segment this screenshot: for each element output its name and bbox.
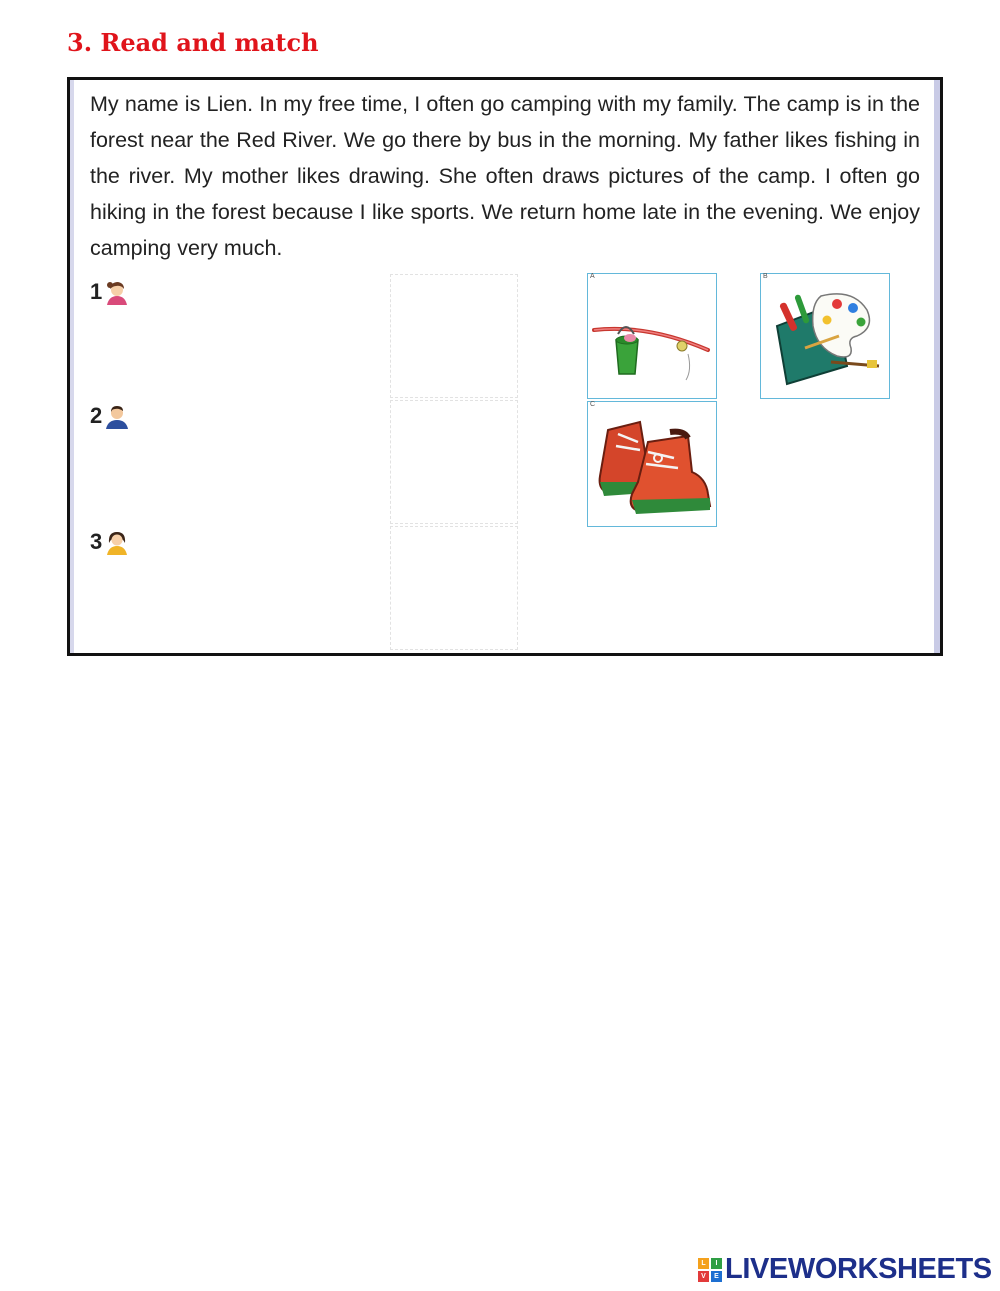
logo-cube: L xyxy=(698,1258,709,1269)
question-number: 3 xyxy=(90,529,103,554)
picture-card-a[interactable] xyxy=(587,273,717,399)
hiking-boots-icon xyxy=(588,402,716,526)
logo-cube: V xyxy=(698,1271,709,1282)
question-number: 2 xyxy=(90,403,103,428)
question-3 xyxy=(90,529,130,555)
answer-dropzone-3[interactable] xyxy=(390,526,518,650)
reading-passage: My name is Lien. In my free time, I often go camping with my family. The camp is in the forest near the Red River. We go there by bus in the morning. My father likes fishing in the river. My mother likes drawing. She often draws pictures of the camp. I often go hiking in the forest because I like sports. We return home late in the evening. We enjoy camping very much. xyxy=(90,92,920,260)
man-avatar-icon xyxy=(104,403,130,429)
frame-left-edge xyxy=(70,80,74,653)
logo-cubes-icon xyxy=(698,1258,722,1282)
question-1 xyxy=(90,279,130,305)
question-2 xyxy=(90,403,130,429)
frame-scrollbar xyxy=(934,80,940,653)
logo-cube: I xyxy=(711,1258,722,1269)
card-letter: B xyxy=(763,273,768,280)
painting-palette-icon xyxy=(761,274,889,398)
fishing-rod-bucket-icon xyxy=(588,274,716,398)
logo-wordmark: LIVEWORKSHEETS xyxy=(725,1253,992,1285)
answer-dropzone-1[interactable] xyxy=(390,274,518,398)
logo-cube: E xyxy=(711,1271,722,1282)
card-letter: C xyxy=(590,401,596,408)
card-letter: A xyxy=(590,273,595,280)
woman-avatar-icon xyxy=(104,529,130,555)
liveworksheets-logo xyxy=(698,1253,992,1286)
answer-dropzone-2[interactable] xyxy=(390,400,518,524)
exercise-frame xyxy=(67,77,943,656)
picture-card-c[interactable] xyxy=(587,401,717,527)
exercise-heading: 3. Read and match xyxy=(67,28,319,57)
picture-card-b[interactable] xyxy=(760,273,890,399)
question-number: 1 xyxy=(90,279,103,304)
girl-avatar-icon xyxy=(104,279,130,305)
